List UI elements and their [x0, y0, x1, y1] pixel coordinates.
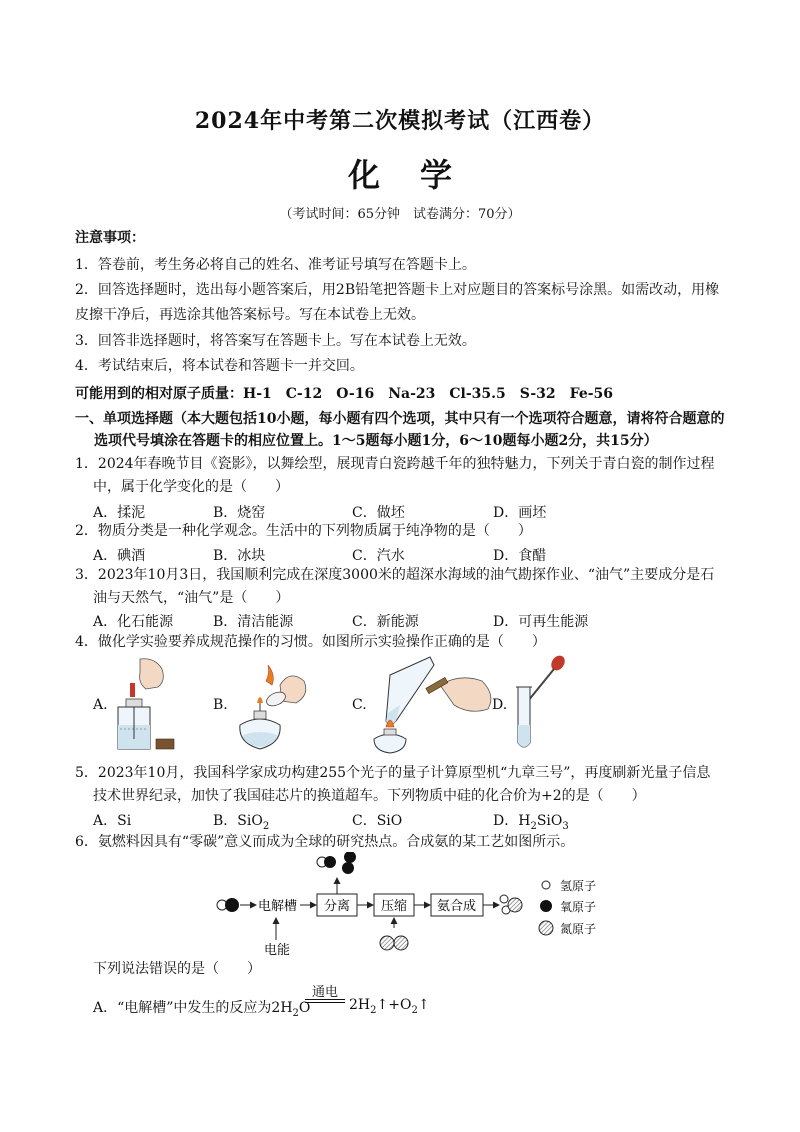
legend	[539, 879, 596, 936]
q3-option-d[interactable]: D．可再生能源	[493, 614, 589, 630]
q5-options	[0, 810, 800, 832]
q3-stem-cont: 油与天然气，“油气”是（ ）	[93, 590, 290, 606]
atomic-mass: 可能用到的相对原子质量：H-1 C-12 O-16 Na-23 Cl-35.5 S-32 Fe-56	[75, 386, 614, 402]
exam-title: 2024年中考第二次模拟考试（江西卷）	[194, 108, 606, 134]
q4-figure-d	[510, 655, 570, 755]
q6-stem: 6．氨燃料因具有“零碳”意义而成为全球的研究热点。合成氨的某工艺如图所示。	[75, 834, 575, 850]
q6-option-a[interactable]: A．“电解槽”中发生的反应为$2H_2O$ 通电 $2H_2↑+O_2↑$	[93, 985, 493, 1025]
legend-nitrogen: 氮原子	[560, 922, 597, 936]
section1-heading: 一、单项选择题（本大题包括10小题，每小题有四个选项，其中只有一个选项符合题意，请将符合题意的	[75, 411, 725, 427]
hydrogen-atom-icon	[542, 881, 550, 889]
oxygen-molecules-icon	[317, 852, 356, 874]
q2-options	[0, 545, 800, 563]
electrolyzer-label: 电解槽	[258, 899, 298, 914]
subject-title: 化学	[347, 156, 492, 194]
notice-heading: 注意事项：	[75, 230, 145, 246]
q4-figure-a	[110, 655, 185, 755]
q3-option-b[interactable]: B．清洁能源	[213, 614, 294, 630]
q4-stem: 4．做化学实验要养成规范操作的习惯。如图所示实验操作正确的是（ ）	[75, 634, 546, 650]
q2-option-a[interactable]: A．碘酒	[93, 548, 146, 564]
q6-question: 下列说法错误的是（ ）	[93, 961, 261, 977]
synthesis-label: 氨合成	[437, 899, 477, 914]
q5-option-d[interactable]: D．$H_2SiO_3$	[493, 813, 569, 832]
q1-option-b[interactable]: B．烧窑	[213, 505, 266, 521]
notice-item-1: 1．答卷前，考生务必将自己的姓名、准考证号填写在答题卡上。	[75, 257, 476, 273]
nitrogen-molecule-icon	[380, 936, 408, 950]
q3-options	[0, 611, 800, 629]
q5-stem-cont: 技术世界纪录，加快了我国硅芯片的换道超车。下列物质中硅的化合价为+2的是（ ）	[93, 788, 646, 804]
q1-stem: 1．2024年春晚节目《瓷影》，以舞绘型，展现青白瓷跨越千年的独特魅力，下列关于青白瓷的制作过程	[75, 456, 715, 472]
q4-figures	[80, 655, 720, 760]
water-molecule-icon	[217, 898, 239, 912]
notice-item-4: 4．考试结束后，将本试卷和答题卡一并交回。	[75, 358, 364, 374]
reaction-condition: 通电	[311, 985, 338, 1000]
q1-option-a[interactable]: A．揉泥	[93, 505, 146, 521]
q6-process-diagram	[210, 852, 630, 956]
q1-options	[0, 502, 800, 520]
compressor-label: 压缩	[381, 899, 408, 914]
q3-option-c[interactable]: C．新能源	[352, 614, 419, 630]
q3-stem: 3．2023年10月3日，我国顺利完成在深度3000米的超深水海域的油气勘探作业、“油气”主要成分是石	[75, 567, 715, 583]
q4-figure-c	[370, 655, 500, 755]
q4-figure-b	[230, 655, 320, 755]
energy-label: 电能	[264, 943, 291, 956]
notice-item-2-cont: 皮擦干净后，再选涂其他答案标号。写在本试卷上无效。	[75, 307, 425, 323]
q2-option-c[interactable]: C．汽水	[352, 548, 405, 564]
q4-label-b[interactable]: B.	[213, 697, 228, 713]
q5-stem: 5．2023年10月，我国科学家成功构建255个光子的量子计算原型机“九章三号”，再度刷新光量子信息	[75, 765, 711, 781]
exam-info: （考试时间：65分钟 试卷满分：70分）	[279, 207, 521, 222]
section1-heading-cont: 选项代号填涂在答题卡的相应位置上。1～5题每小题1分，6～10题每小题2分，共15分）	[94, 433, 658, 449]
notice-item-3: 3．回答非选择题时，将答案写在答题卡上。写在本试卷上无效。	[75, 333, 476, 349]
q4-label-c[interactable]: C.	[352, 697, 367, 713]
q3-option-a[interactable]: A．化石能源	[93, 614, 174, 630]
reaction-bar-bottom	[305, 1002, 345, 1003]
q5-option-a[interactable]: A．Si	[93, 813, 132, 829]
q1-option-d[interactable]: D．画坯	[493, 505, 547, 521]
legend-hydrogen: 氢原子	[560, 879, 597, 893]
q4-label-a[interactable]: A.	[93, 697, 108, 713]
ammonia-molecule-icon	[500, 895, 522, 914]
q5-option-b[interactable]: B．SiO$_2$	[213, 813, 270, 832]
q2-option-b[interactable]: B．冰块	[213, 548, 266, 564]
legend-oxygen: 氧原子	[560, 900, 597, 914]
q1-stem-cont: 中，属于化学变化的是（ ）	[93, 479, 289, 495]
separator-label: 分离	[324, 899, 351, 914]
q1-option-c[interactable]: C．做坯	[352, 505, 405, 521]
q2-stem: 2．物质分类是一种化学观念。生活中的下列物质属于纯净物的是（ ）	[75, 523, 532, 539]
notice-item-2: 2．回答选择题时，选出每小题答案后，用2B铅笔把答题卡上对应题目的答案标号涂黑。如需改动，用橡	[75, 282, 720, 298]
oxygen-atom-icon	[540, 900, 552, 912]
nitrogen-atom-icon	[539, 921, 553, 935]
q2-option-d[interactable]: D．食醋	[493, 548, 547, 564]
q4-label-d[interactable]: D.	[492, 697, 508, 713]
q5-option-c[interactable]: C．SiO	[352, 813, 403, 829]
reaction-bar-top	[305, 999, 345, 1000]
